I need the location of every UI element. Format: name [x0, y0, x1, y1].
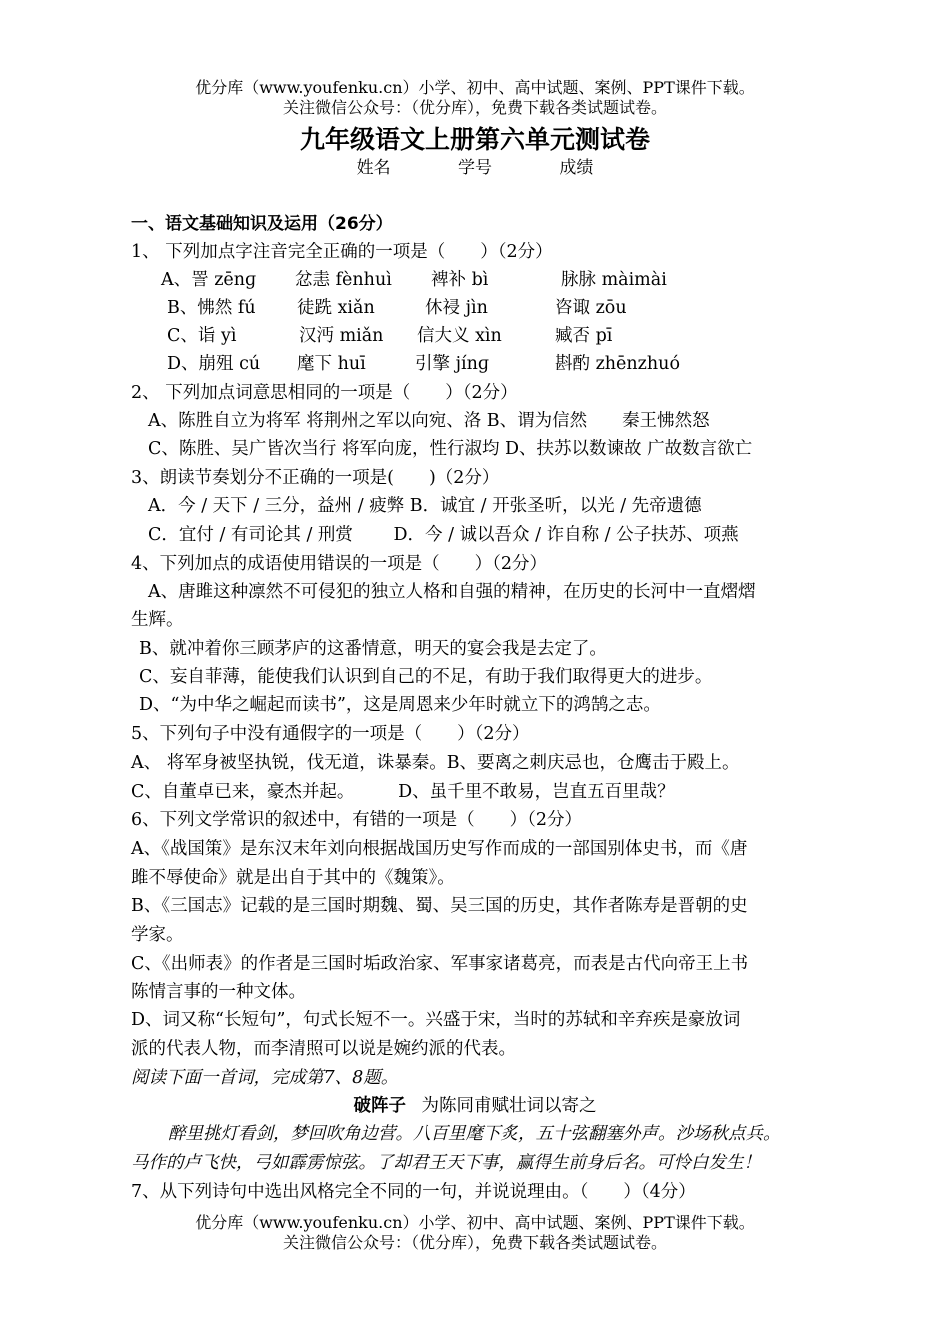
poem-heading: [0, 1094, 950, 1118]
poem-title: 破阵子: [353, 1096, 406, 1116]
q6-option-d-line1: D、词又称“长短句”，句式长短不一。兴盛于宋，当时的苏轼和辛弃疾是豪放词: [131, 1010, 741, 1030]
name-label: 姓名: [356, 158, 391, 178]
q3-options-ab: A．今 / 天下 / 三分，益州 / 疲弊 B．诚宜 / 开张圣听，以光 / 先帝遗德: [148, 496, 702, 516]
q6-option-a-line2: 雎不辱使命》就是出自于其中的《魏策》。: [131, 868, 455, 888]
q2-stem: 2、 下列加点词意思相同的一项是（ ）（2分）: [131, 383, 518, 403]
poem-line-1: 醉里挑灯看剑，梦回吹角边营。八百里麾下炙，五十弦翻塞外声。沙场秋点兵。: [168, 1124, 781, 1144]
q2-options-ab: A、陈胜自立为将军 将荆州之军以向宛、洛 B、谓为信然 秦王怫然怒: [148, 411, 710, 431]
q6-option-a-line1: A、《战国策》是东汉末年刘向根据战国历史写作而成的一部国别体史书，而《唐: [131, 839, 748, 859]
q5-stem: 5、下列句子中没有通假字的一项是（ ）（2分）: [131, 724, 530, 744]
q6-option-b-line1: B、《三国志》记载的是三国时期魏、蜀、吴三国的历史，其作者陈寿是晋朝的史: [131, 896, 748, 916]
q6-option-c-line2: 陈情言事的一种文体。: [131, 982, 306, 1002]
q5-options-cd: C、自董卓已来，豪杰并起。 D、虽千里不敢易，岂直五百里哉？: [131, 782, 675, 802]
poem-line-2: 马作的卢飞快，弓如霹雳惊弦。了却君王天下事，赢得生前身后名。可怜白发生！: [131, 1153, 761, 1173]
q3-stem: 3、朗读节奏划分不正确的一项是( )（2分）: [131, 468, 500, 488]
footer-line-2: 关注微信公众号：（优分库），免费下载各类试题试卷。: [282, 1233, 667, 1252]
q1-stem: 1、 下列加点字注音完全正确的一项是（ ）（2分）: [131, 242, 553, 262]
q2-options-cd: C、陈胜、吴广皆次当行 将军向庞，性行淑均 D、扶苏以数谏故 广故数言欲亡: [148, 439, 753, 459]
footer-line-1: 优分库（www.youfenku.cn）小学、初中、高中试题、案例、PPT课件下载。: [195, 1213, 755, 1232]
q4-option-a-line2: 生辉。: [131, 610, 184, 630]
q6-option-c-line1: C、《出师表》的作者是三国时垢政治家、军事家诸葛亮，而表是古代向帝王上书: [131, 954, 749, 974]
q7-stem: 7、从下列诗句中选出风格完全不同的一句，并说说理由。（ ）（4分）: [131, 1182, 696, 1202]
id-label: 学号: [458, 158, 492, 178]
student-info: [0, 157, 950, 179]
header-line-2: 关注微信公众号：（优分库），免费下载各类试题试卷。: [282, 98, 667, 117]
q6-stem: 6、下列文学常识的叙述中，有错的一项是（ ）（2分）: [131, 810, 583, 830]
q4-stem: 4、下列加点的成语使用错误的一项是（ ）（2分）: [131, 554, 548, 574]
q5-options-ab: A、 将军身被坚执锐，伐无道，诛暴秦。B、要离之刺庆忌也，仓鹰击于殿上。: [131, 753, 740, 773]
score-label: 成绩: [559, 158, 594, 178]
q4-option-a-line1: A、唐雎这种凛然不可侵犯的独立人格和自强的精神，在历史的长河中一直熠熠: [148, 582, 756, 602]
q6-option-d-line2: 派的代表人物，而李清照可以说是婉约派的代表。: [131, 1039, 516, 1059]
reading-intro: 阅读下面一首词，完成第7、8题。: [131, 1068, 399, 1088]
header-line-1: 优分库（www.youfenku.cn）小学、初中、高中试题、案例、PPT课件下载。: [195, 78, 755, 97]
q3-options-cd: C．宜付 / 有司论其 / 刑赏 D．今 / 诚以吾众 / 诈自称 / 公子扶苏、项燕: [148, 525, 739, 545]
poem-subtitle: 为陈同甫赋壮词以寄之: [421, 1096, 597, 1116]
q4-option-c: C、妄自菲薄，能使我们认识到自己的不足，有助于我们取得更大的进步。: [139, 667, 713, 687]
section-heading: 一、语文基础知识及运用（26分）: [131, 214, 393, 234]
q4-option-d: D、“为中华之崛起而读书”，这是周恩来少年时就立下的鸿鹄之志。: [139, 695, 661, 715]
q6-option-b-line2: 学家。: [131, 925, 184, 945]
page-title: 九年级语文上册第六单元测试卷: [299, 125, 650, 154]
q4-option-b: B、就冲着你三顾茅庐的这番情意，明天的宴会我是去定了。: [139, 639, 607, 659]
document-page: 优分库（www.youfenku.cn）小学、初中、高中试题、案例、PPT课件下载。 关注微信公众号：（优分库），免费下载各类试题试卷。 九年级语文上册第六单元测试卷 姓名 学号 成绩 一、语文基础知识及运用（26分） 1、 下列加点字注音完全正确的一项是（ ）（2分） A、詈 zēnɡ 忿恚 fènhuì 裨补 bì 脉脉 màimài B、怫然 fú 徒跣 xiǎn 休祲 jìn 咨诹 zōu C、诣 yì 汉沔 miǎn 信大义 xìn 臧否 pī D、崩殂 cú 麾下 huī 引擎 jínɡ 斟酌 zhēnzhuó 2、 下列加点词意思相同的一项是（ ）（2分） A、陈胜自立为将军 将荆州之军以向宛、洛 B、谓为信然 秦王怫然怒 C、陈胜、吴广皆次当行 将军向庞，性行淑均 D、扶苏以数谏故 广故数言欲亡 3、朗读节奏划分不正确的一项是( )（2分） A．今 / 天下 / 三分，益州 / 疲弊 B．诚宜 / 开张圣听，以光 / 先帝遗德 C．宜付 / 有司论其 / 刑赏 D．今 / 诚以吾众 / 诈自称 / 公子扶苏、项燕 4、下列加点的成语使用错误的一项是（ ）（2分） A、唐雎这种凛然不可侵犯的独立人格和自强的精神，在历史的长河中一直熠熠 生辉。 B、就冲着你三顾茅庐的这番情意，明天的宴会我是去定了。 C、妄自菲薄，能使我们认识到自己的不足，有助于我们取得更大的进步。 D、“为中华之崛起而读书”，这是周恩来少年时就立下的鸿鹄之志。 5、下列句子中没有通假字的一项是（ ）（2分） A、 将军身被坚执锐，伐无道，诛暴秦。B、要离之刺庆忌也，仓鹰击于殿上。 C、自董卓已来，豪杰并起。 D、虽千里不敢易，岂直五百里哉？ 6、下列文学常识的叙述中，有错的一项是（ ）（2分） A、《战国策》是东汉末年刘向根据战国历史写作而成的一部国别体史书，而《唐 雎不辱使命》就是出自于其中的《魏策》。 B、《三国志》记载的是三国时期魏、蜀、吴三国的历史，其作者陈寿是晋朝的史 学家。 C、《出师表》的作者是三国时垢政治家、军事家诸葛亮，而表是古代向帝王上书 陈情言事的一种文体。 D、词又称“长短句”，句式长短不一。兴盛于宋，当时的苏轼和辛弃疾是豪放词 派的代表人物，而李清照可以说是婉约派的代表。 阅读下面一首词，完成第7、8题。 破阵子 为陈同甫赋壮词以寄之 醉里挑灯看剑，梦回吹角边营。八百里麾下炙，五十弦翻塞外声。沙场秋点兵。 马作的卢飞快，弓如霹雳惊弦。了却君王天下事，赢得生前身后名。可怜白发生！ 7、从下列诗句中选出风格完全不同的一句，并说说理由。（ ）（4分） 优分库（www.youfenku.cn）小学、初中、高中试题、案例、PPT课件下载。 关注微信公众号：（优分库），免费下载各类试题试卷。: [0, 0, 950, 1342]
